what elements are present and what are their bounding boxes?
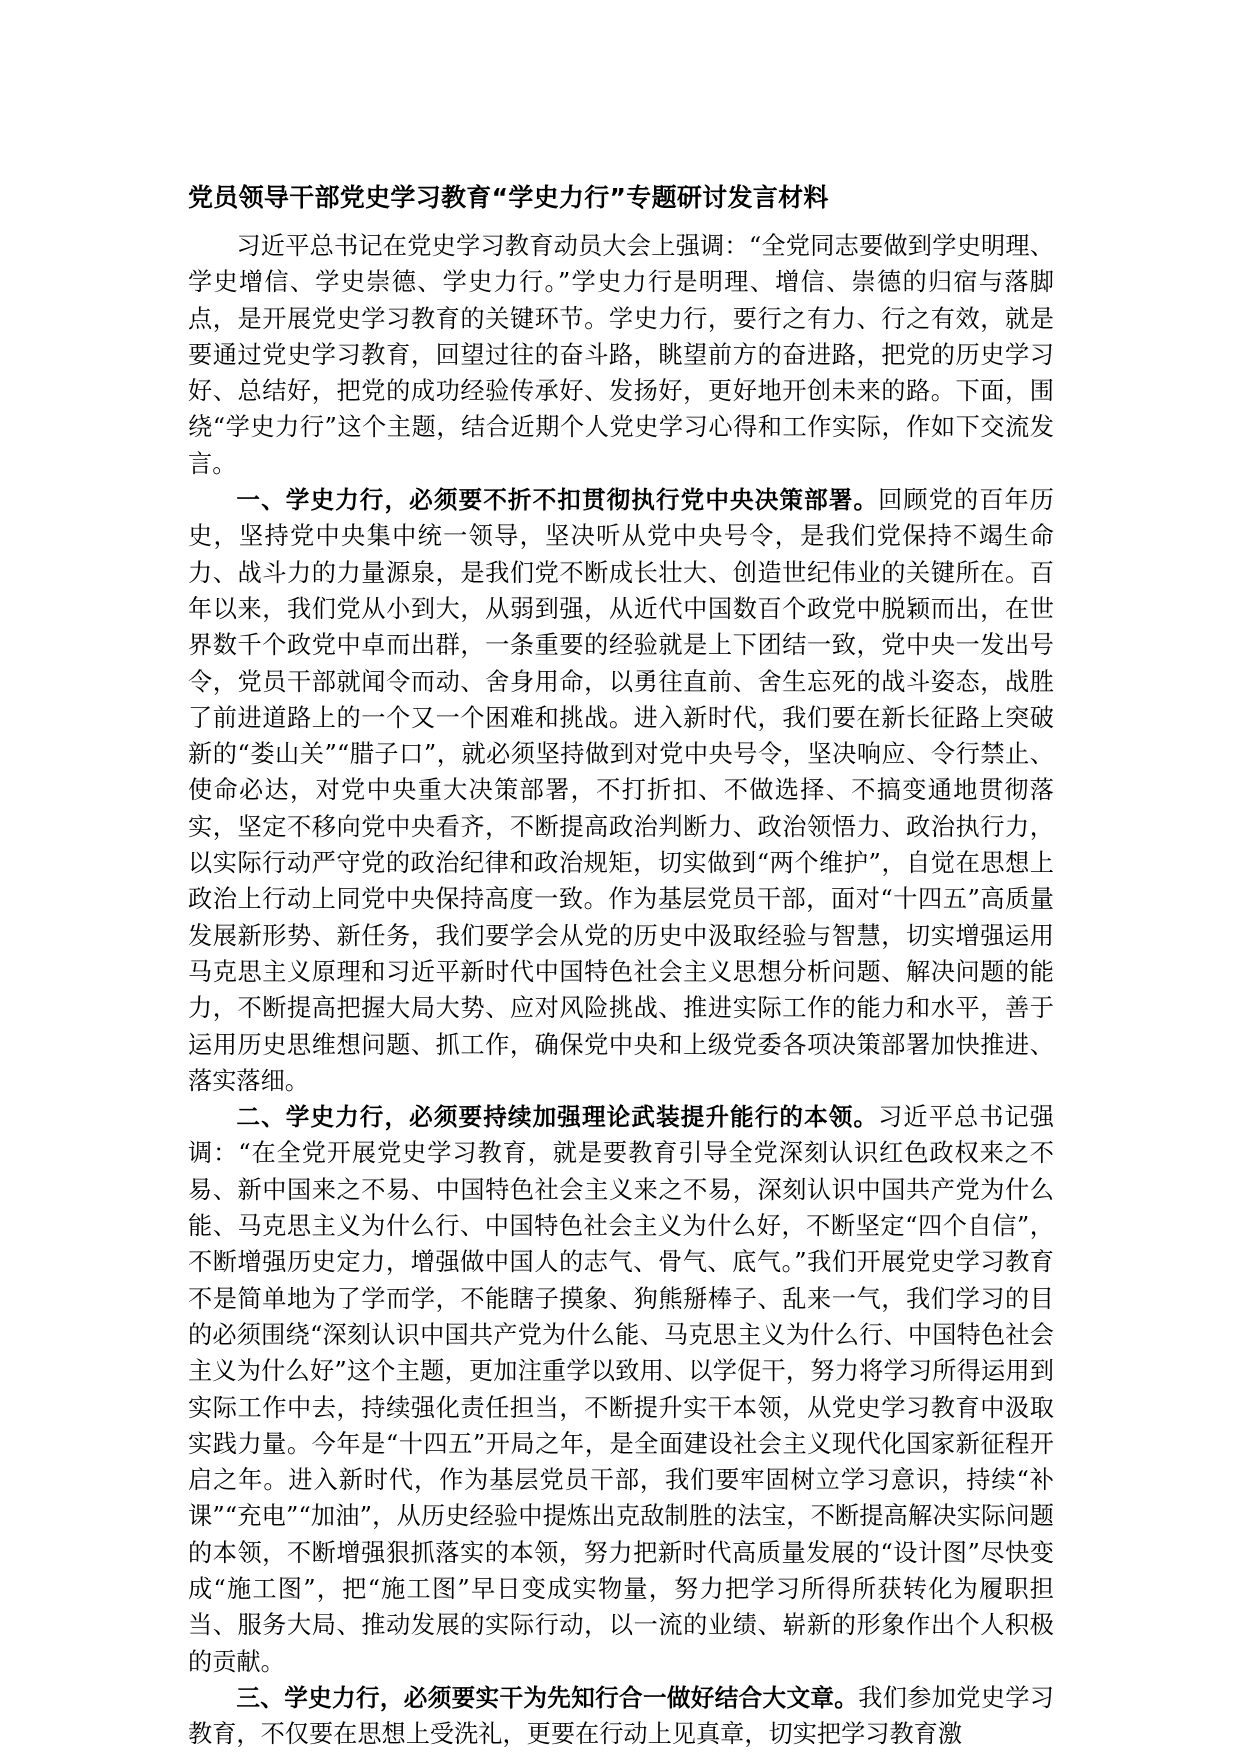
- document-body: [188, 228, 1054, 1752]
- paragraph-text: 习近平总书记强调：“在全党开展党史学习教育，就是要教育引导全党深刻认识红色政权来之不易、新中国来之不易、中国特色社会主义来之不易，深刻认识中国共产党为什么能、马克思主义为什么行、中国特色社会主义为什么好，不断坚定“四个自信”，不断增强历史定力，增强做中国人的志气、骨气、底气。”我们开展党史学习教育不是简单地为了学而学，不能瞎子摸象、狗熊掰棒子、乱来一气，我们学习的目的必须围绕“深刻认识中国共产党为什么能、马克思主义为什么行、中国特色社会主义为什么好”这个主题，更加注重学以致用、以学促干，努力将学习所得运用到实际工作中去，持续强化责任担当，不断提升实干本领，从党史学习教育中汲取实践力量。今年是“十四五”开局之年，是全面建设社会主义现代化国家新征程开启之年。进入新时代，作为基层党员干部，我们要牢固树立学习意识，持续“补课”“充电”“加油”，从历史经验中提炼出克敌制胜的法宝，不断提高解决实际问题的本领，不断增强狠抓落实的本领，努力把新时代高质量发展的“设计图”尽快变成“施工图”，把“施工图”早日变成实物量，努力把学习所得所获转化为履职担当、服务大局、推动发展的实际行动，以一流的业绩、崭新的形象作出个人积极的贡献。: [188, 1103, 1054, 1676]
- section-heading: 三、学史力行，必须要实干为先知行合一做好结合大文章。: [236, 1683, 859, 1712]
- paragraph-text: 我们参加党史学习教育，不仅要在思想上受洗礼，更要在行动上见真章，切实把学习教育激: [188, 1683, 1054, 1749]
- section-heading: 一、学史力行，必须要不折不扣贯彻执行党中央决策部署。: [236, 486, 879, 515]
- paragraph-text: 习近平总书记在党史学习教育动员大会上强调：“全党同志要做到学史明理、学史增信、学史崇德、学史力行。”学史力行是明理、增信、崇德的归宿与落脚点，是开展党史学习教育的关键环节。学史力行，要行之有力、行之有效，就是要通过党史学习教育，回望过往的奋斗路，眺望前方的奋进路，把党的历史学习好、总结好，把党的成功经验传承好、发扬好，更好地开创未来的路。下面，围绕“学史力行”这个主题，结合近期个人党史学习心得和工作实际，作如下交流发言。: [188, 232, 1054, 478]
- document-title: 党员领导干部党史学习教育“学史力行”专题研讨发言材料: [188, 183, 829, 212]
- paragraph-text: 回顾党的百年历史，坚持党中央集中统一领导，坚决听从党中央号令，是我们党保持不竭生命力、战斗力的力量源泉，是我们党不断成长壮大、创造世纪伟业的关键所在。百年以来，我们党从小到大，从弱到强，从近代中国数百个政党中脱颖而出，在世界数千个政党中卓而出群，一条重要的经验就是上下团结一致，党中央一发出号令，党员干部就闻令而动、舍身用命，以勇往直前、舍生忘死的战斗姿态，战胜了前进道路上的一个又一个困难和挑战。进入新时代，我们要在新长征路上突破新的“娄山关”“腊子口”，就必须坚持做到对党中央号令，坚决响应、令行禁止、使命必达，对党中央重大决策部署，不打折扣、不做选择、不搞变通地贯彻落实，坚定不移向党中央看齐，不断提高政治判断力、政治领悟力、政治执行力，以实际行动严守党的政治纪律和政治规矩，切实做到“两个维护”，自觉在思想上政治上行动上同党中央保持高度一致。作为基层党员干部，面对“十四五”高质量发展新形势、新任务，我们要学会从党的历史中汲取经验与智慧，切实增强运用马克思主义原理和习近平新时代中国特色社会主义思想分析问题、解决问题的能力，不断提高把握大局大势、应对风险挑战、推进实际工作的能力和水平，善于运用历史思维想问题、抓工作，确保党中央和上级党委各项决策部署加快推进、落实落细。: [188, 486, 1054, 1095]
- paragraph-section-2: [188, 1099, 1054, 1680]
- paragraph-section-3: [188, 1680, 1054, 1753]
- section-heading: 二、学史力行，必须要持续加强理论武装提升能行的本领。: [236, 1103, 879, 1132]
- paragraph-intro: [188, 228, 1054, 482]
- paragraph-section-1: [188, 482, 1054, 1099]
